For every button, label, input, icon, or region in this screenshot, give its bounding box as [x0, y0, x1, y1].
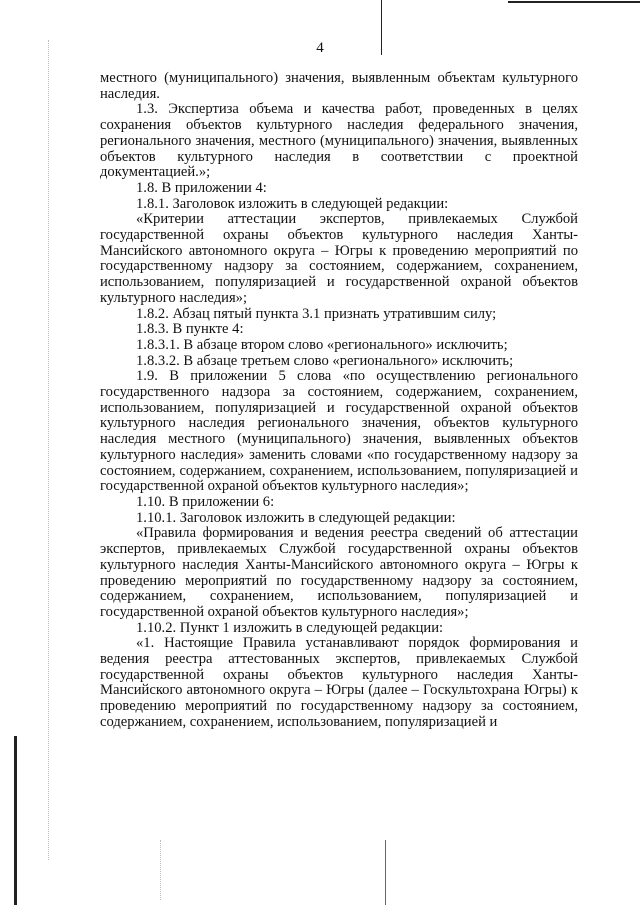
scan-artifact-top-right [508, 1, 640, 3]
paragraph: 1.8. В приложении 4: [136, 179, 267, 196]
paragraph: «Критерии аттестации экспертов, привлекаемых Службой государственной охраны объектов культурного наследия Ханты-Мансийского автономного округа – Югры к проведению мероприятий по государственному надзору за состоянием, содержанием, сохранением, использованием, популяризацией и государственной охраной объектов культурного наследия»; [100, 211, 578, 306]
paragraph: 1.8.2. Абзац пятый пункта 3.1 признать утратившим силу; [136, 305, 497, 322]
paragraph: 1.9. В приложении 5 слова «по осуществлению регионального государственного надзора за состоянием, содержанием, сохранением, использованием, популяризацией и государственной охраной объектов культурного наследия регионального значения, объектов культурного наследия местного (муниципального) значения, выявленных объектов культурного наследия» заменить словами «по государственному надзору за состоянием, содержанием, сохранением, использованием, популяризацией и государственной охраной объектов культурного наследия»; [100, 368, 578, 495]
document-body [100, 71, 578, 731]
paragraph: 1.10.1. Заголовок изложить в следующей редакции: [136, 509, 456, 526]
paragraph: местного (муниципального) значения, выявленным объектам культурного наследия. [100, 70, 578, 102]
paragraph: 1.10. В приложении 6: [136, 493, 275, 510]
paragraph: 1.8.3.2. В абзаце третьем слово «регионального» исключить; [136, 352, 514, 369]
scan-artifact-dotted-center [160, 840, 161, 900]
scan-artifact-center-line [385, 840, 386, 905]
paragraph: «Правила формирования и ведения реестра сведений об аттестации экспертов, привлекаемых Службой государственной охраны объектов культурного наследия Ханты-Мансийского автономного округа – Югры к проведению мероприятий по государственному надзору за состоянием, содержанием, сохранением, использованием, популяризацией и государственной охраной объектов культурного наследия»; [100, 525, 578, 620]
paragraph: 1.8.3.1. В абзаце втором слово «регионального» исключить; [136, 336, 508, 353]
page-number: 4 [316, 40, 324, 56]
scan-artifact-dotted-left [48, 40, 49, 860]
paragraph: 1.8.1. Заголовок изложить в следующей редакции: [136, 195, 449, 212]
scan-artifact-left-bar [14, 736, 17, 905]
paragraph: 1.10.2. Пункт 1 изложить в следующей редакции: [136, 619, 444, 636]
paragraph: 1.8.3. В пункте 4: [136, 321, 244, 338]
paragraph: 1.3. Экспертиза объема и качества работ, проведенных в целях сохранения объектов культурного наследия федерального значения, регионального значения, местного (муниципального) значения, выявленных объектов культурного наследия в соответствии с проектной документацией.»; [100, 101, 578, 181]
paragraph: «1. Настоящие Правила устанавливают порядок формирования и ведения реестра аттестованных экспертов, привлекаемых Службой государственной охраны объектов культурного наследия Ханты-Мансийского автономного округа – Югры (далее – Госкультохрана Югры) к проведению мероприятий по государственному надзору за состоянием, содержанием, сохранением, использованием, популяризацией и [100, 635, 578, 730]
